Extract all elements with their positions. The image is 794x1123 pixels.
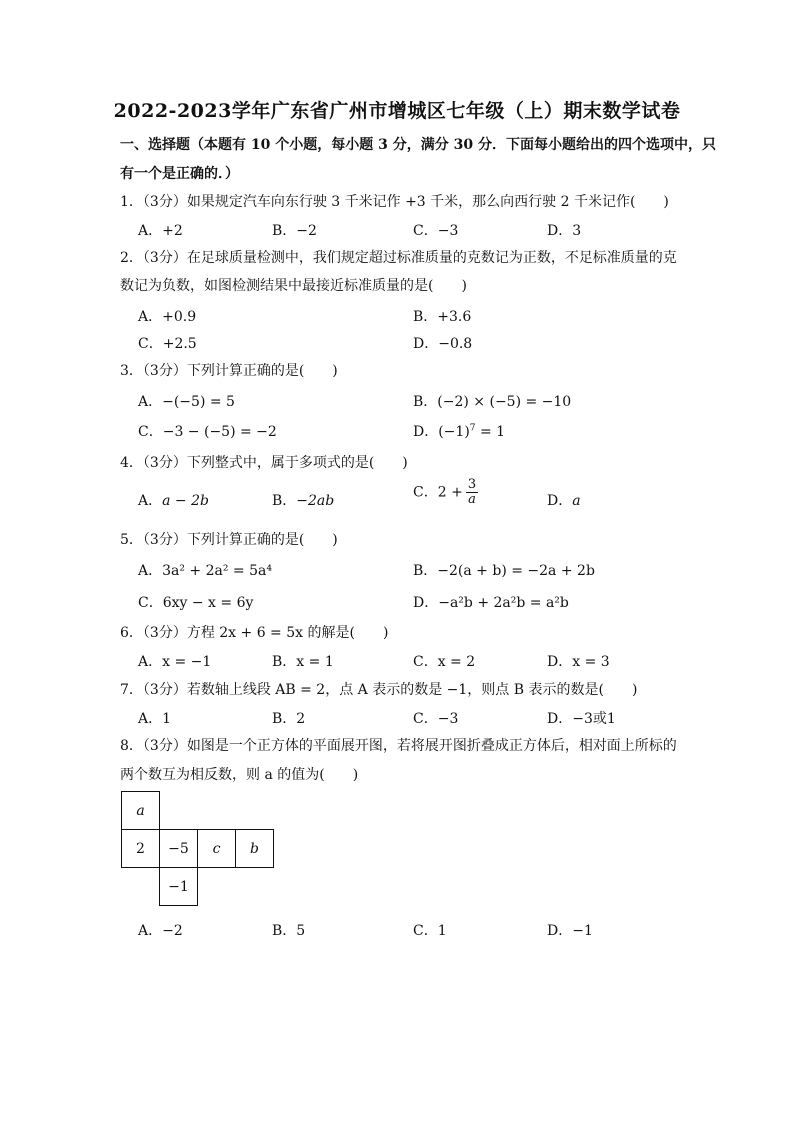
question-6: 6．（3分）方程 2x + 6 = 5x 的解是( ) <box>120 625 389 641</box>
net-cell-c: c <box>197 829 236 868</box>
q3-option-c[interactable]: C．−3 − (−5) = −2 <box>138 424 277 440</box>
section-1-heading-line1: 一、选择题（本题有 10 个小题，每小题 3 分，满分 30 分．下面每小题给出的四个选项中，只 <box>120 137 716 153</box>
q3-d-base: D．(−1) <box>413 424 470 440</box>
q4-d-expr: a <box>572 493 581 509</box>
q6-option-c[interactable]: C．x = 2 <box>413 654 476 670</box>
q4-d-label: D． <box>547 493 573 509</box>
section-1-heading-line2: 有一个是正确的．） <box>120 166 239 182</box>
q1-option-d[interactable]: D．3 <box>547 223 582 239</box>
q5-option-a[interactable]: A．3a² + 2a² = 5a⁴ <box>138 563 272 579</box>
q3-d-exponent: 7 <box>469 423 476 434</box>
question-8-line1: 8．（3分）如图是一个正方体的平面展开图，若将展开图折叠成正方体后，相对面上所标的 <box>120 738 677 754</box>
net-cell-bottom: −1 <box>159 867 198 906</box>
q8-option-d[interactable]: D．−1 <box>547 923 593 939</box>
q7-option-b[interactable]: B．2 <box>272 711 306 727</box>
q4-option-d[interactable] <box>547 490 581 510</box>
q3-d-result: = 1 <box>475 424 506 440</box>
q4-option-c[interactable] <box>413 478 478 507</box>
q5-option-d[interactable]: D．−a²b + 2a²b = a²b <box>413 595 569 611</box>
question-2-line1: 2．（3分）在足球质量检测中，我们规定超过标准质量的克数记为正数，不足标准质量的克 <box>120 250 677 266</box>
q3-option-d[interactable] <box>413 421 505 441</box>
q7-option-d[interactable]: D．−3或1 <box>547 711 616 727</box>
question-4: 4．（3分）下列整式中，属于多项式的是( ) <box>120 455 408 471</box>
exam-title: 2022-2023学年广东省广州市增城区七年级（上）期末数学试卷 <box>113 100 681 122</box>
q4-c-denominator: a <box>468 492 476 507</box>
q2-option-b[interactable]: B．+3.6 <box>413 309 472 325</box>
q7-option-c[interactable]: C．−3 <box>413 711 459 727</box>
q6-option-b[interactable]: B．x = 1 <box>272 654 334 670</box>
cube-net-figure <box>121 791 281 911</box>
q4-b-label: B． <box>272 493 297 509</box>
net-cell-center: −5 <box>159 829 198 868</box>
q1-option-a[interactable]: A．+2 <box>138 223 183 239</box>
q4-option-a[interactable] <box>138 490 209 510</box>
net-cell-b: b <box>235 829 274 868</box>
q8-option-c[interactable]: C．1 <box>413 923 447 939</box>
net-cell-top: a <box>121 791 160 830</box>
q1-option-b[interactable]: B．−2 <box>272 223 317 239</box>
q5-option-c[interactable]: C．6xy − x = 6y <box>138 595 254 611</box>
q4-c-fraction <box>466 478 478 507</box>
net-cell-left: 2 <box>121 829 160 868</box>
question-2-line2: 数记为负数，如图检测结果中最接近标准质量的是( ) <box>120 278 467 294</box>
q4-b-expr: −2ab <box>296 493 335 509</box>
q4-option-b[interactable] <box>272 490 334 510</box>
q2-option-a[interactable]: A．+0.9 <box>138 309 197 325</box>
q8-option-b[interactable]: B．5 <box>272 923 306 939</box>
question-8-line2: 两个数互为相反数，则 a 的值为( ) <box>120 767 359 783</box>
q3-option-b[interactable]: B．(−2) × (−5) = −10 <box>413 394 572 410</box>
q4-c-numerator: 3 <box>467 477 477 492</box>
q4-c-label: C．2 + <box>413 484 463 501</box>
q2-option-d[interactable]: D．−0.8 <box>413 336 473 352</box>
q7-option-a[interactable]: A．1 <box>138 711 172 727</box>
q4-a-expr: a − 2b <box>162 493 209 509</box>
q4-a-label: A． <box>138 493 163 509</box>
q8-option-a[interactable]: A．−2 <box>138 923 183 939</box>
q6-option-a[interactable]: A．x = −1 <box>138 654 212 670</box>
q6-option-d[interactable]: D．x = 3 <box>547 654 610 670</box>
q3-option-a[interactable]: A．−(−5) = 5 <box>138 394 235 410</box>
question-7: 7．（3分）若数轴上线段 AB = 2，点 A 表示的数是 −1，则点 B 表示的数是( ) <box>120 682 638 698</box>
q5-option-b[interactable]: B．−2(a + b) = −2a + 2b <box>413 563 595 579</box>
q1-option-c[interactable]: C．−3 <box>413 223 459 239</box>
q2-option-c[interactable]: C．+2.5 <box>138 336 197 352</box>
question-3: 3．（3分）下列计算正确的是( ) <box>120 363 338 379</box>
question-1: 1．（3分）如果规定汽车向东行驶 3 千米记作 +3 千米，那么向西行驶 2 千米记作( ) <box>120 194 669 210</box>
question-5: 5．（3分）下列计算正确的是( ) <box>120 532 338 548</box>
